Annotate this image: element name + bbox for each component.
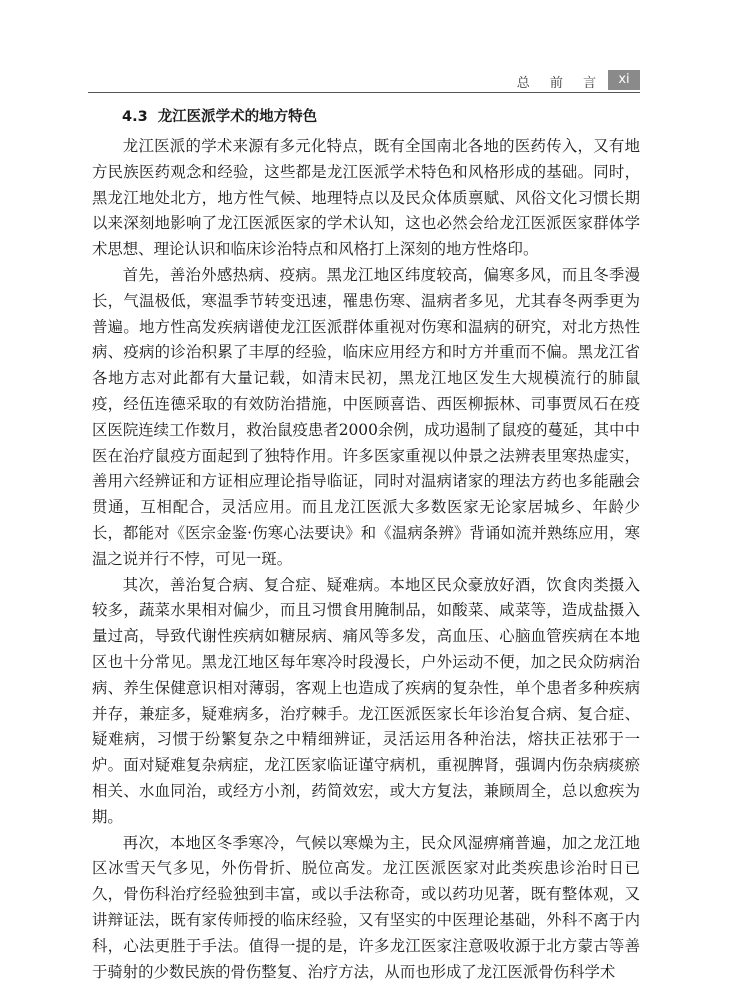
running-header — [88, 68, 640, 92]
paragraph-first: 首先，善治外感热病、疫病。黑龙江地区纬度较高，偏寒多风，而且冬季漫长，气温极低，寒温季节转变迅速，罹患伤寒、温病者多见，尤其春冬两季更为普遍。地方性高发疾病谱使龙江医派群体重视对伤寒和温病的研究，对北方热性病、疫病的诊治积累了丰厚的经验，临床应用经方和时方并重而不偏。黑龙江省各地方志对此都有大量记载，如清末民初，黑龙江地区发生大规模流行的肺鼠疫，经伍连德采取的有效防治措施，中医顾喜诰、西医柳振林、司事贾凤石在疫区医院连续工作数月，救治鼠疫患者2000余例，成功遏制了鼠疫的蔓延，其中中医在治疗鼠疫方面起到了独特作用。许多医家重视以仲景之法辨表里寒热虚实，善用六经辨证和方证相应理论指导临证，同时对温病诸家的理法方药也多能融会贯通，互相配合，灵活应用。而且龙江医派大多数医家无论家居城乡、年龄少长，都能对《医宗金鉴·伤寒心法要诀》和《温病条辨》背诵如流并熟练应用，寒温之说并行不悖，可见一斑。 — [92, 265, 640, 568]
paragraph-second: 其次，善治复合病、复合症、疑难病。本地区民众豪放好酒，饮食肉类摄入较多，蔬菜水果相对偏少，而且习惯食用腌制品，如酸菜、咸菜等，造成盐摄入量过高，导致代谢性疾病如糖尿病、痛风等多发，高血压、心脑血管疾病在本地区也十分常见。黑龙江地区每年寒冷时段漫长，户外运动不便，加之民众防病治病、养生保健意识相对薄弱，客观上也造成了疾病的复杂性，单个患者多种疾病并存，兼症多，疑难病多，治疗棘手。龙江医派医家长年诊治复合病、复合症、疑难病，习惯于纷繁复杂之中精细辨证，灵活运用各种治法，熔扶正祛邪于一炉。面对疑难复杂病症，龙江医家临证谨守病机，重视脾肾，强调内伤杂病痰瘀相关、水血同治，或经方小剂，药简效宏，或大方复法，兼顾周全，总以愈疾为期。 — [92, 575, 640, 826]
section-body — [92, 104, 640, 985]
paragraph-intro: 龙江医派的学术来源有多元化特点，既有全国南北各地的医药传入，又有地方民族医药观念和经验，这些都是龙江医派学术特色和风格形成的基础。同时，黑龙江地处北方，地方性气候、地理特点以及民众体质禀赋、风俗文化习惯长期以来深刻地影响了龙江医派医家的学术认知，这也必然会给龙江医派医家群体学术思想、理论认识和临床诊治特点和风格打上深刻的地方性烙印。 — [92, 137, 640, 259]
running-title: 总 前 言 — [516, 76, 604, 91]
section-heading — [122, 104, 640, 130]
paragraph-third: 再次，本地区冬季寒冷，气候以寒燥为主，民众风湿痹痛普遍，加之龙江地区冰雪天气多见，外伤骨折、脱位高发。龙江医派医家对此类疾患诊治时日已久，骨伤科治疗经验独到丰富，或以手法称奇，或以药功见著，既有整体观，又讲辩证法，既有家传师授的临床经验，又有坚实的中医理论基础，外科不离于内科，心法更胜于手法。值得一提的是，许多龙江医家注意吸收源于北方蒙古等善于骑射的少数民族的骨伤整复、治疗方法，从而也形成了龙江医派骨伤科学术 — [92, 833, 640, 981]
section-title: 龙江医派学术的地方特色 — [157, 109, 318, 125]
page-number-badge: xi — [608, 70, 640, 90]
header-rule — [88, 92, 640, 93]
section-number: 4.3 — [122, 109, 148, 125]
